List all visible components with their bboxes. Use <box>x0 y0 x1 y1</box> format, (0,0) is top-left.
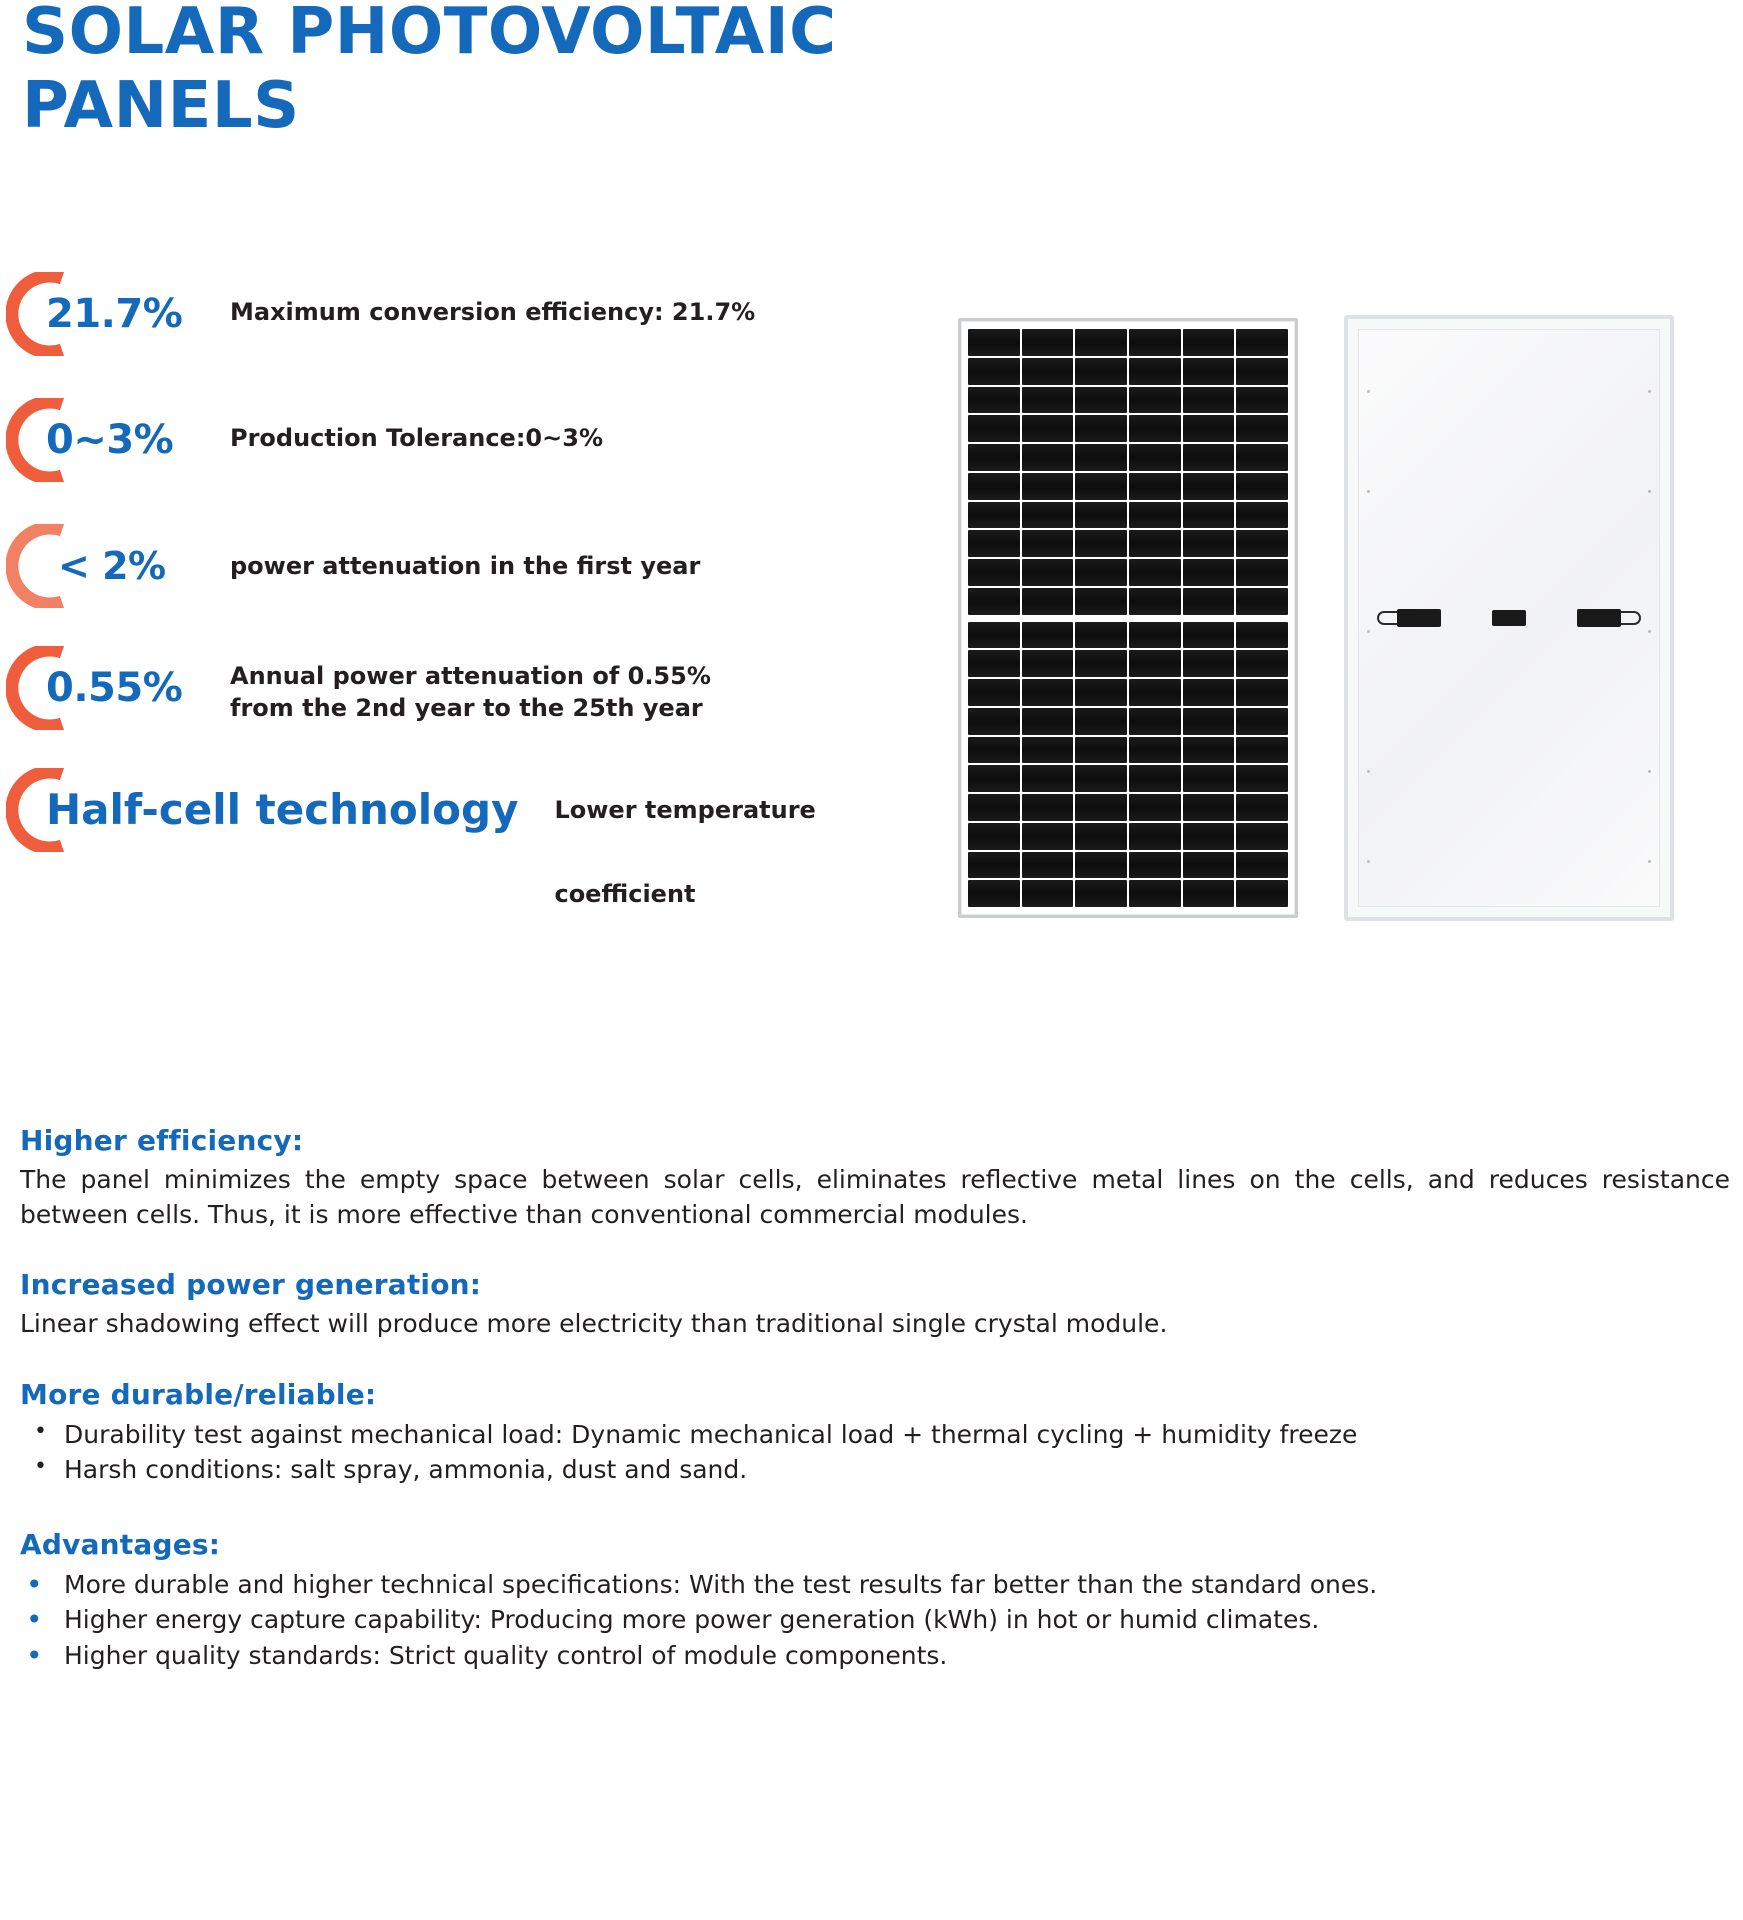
solar-cell <box>1022 502 1074 529</box>
solar-cell <box>1183 502 1235 529</box>
solar-cell <box>1075 765 1127 792</box>
solar-cell <box>1236 559 1288 586</box>
spec-description-line: power attenuation in the first year <box>230 552 701 580</box>
solar-cell <box>968 415 1020 442</box>
solar-panel-back-image <box>1344 315 1674 921</box>
arc-icon <box>6 768 90 852</box>
solar-cell <box>1236 588 1288 615</box>
arc-icon <box>6 398 90 482</box>
frame-screw <box>1648 490 1651 493</box>
section-list <box>20 1567 1730 1674</box>
solar-cell <box>1075 622 1127 649</box>
solar-cell <box>1236 622 1288 649</box>
solar-cell <box>1129 530 1181 557</box>
frame-screw <box>1367 390 1370 393</box>
solar-cell <box>1236 473 1288 500</box>
solar-cell <box>1022 415 1074 442</box>
halfcell-description: Lower temperature coefficient <box>554 796 816 908</box>
solar-cell <box>1183 823 1235 850</box>
solar-cell <box>1129 880 1181 907</box>
spec-row <box>0 524 950 628</box>
solar-cell <box>1236 880 1288 907</box>
solar-cell <box>968 329 1020 356</box>
solar-cell <box>1075 794 1127 821</box>
solar-cell <box>1075 444 1127 471</box>
solar-cell <box>1129 329 1181 356</box>
solar-cell <box>1075 415 1127 442</box>
solar-cell <box>968 679 1020 706</box>
solar-cell <box>968 823 1020 850</box>
solar-cell <box>1022 708 1074 735</box>
solar-cell <box>1236 387 1288 414</box>
frame-screw <box>1367 490 1370 493</box>
section-advantages <box>20 1528 1730 1674</box>
solar-cell <box>1022 823 1074 850</box>
spec-description <box>230 272 755 328</box>
solar-cell <box>1183 415 1235 442</box>
solar-cell <box>1075 679 1127 706</box>
solar-cell <box>1022 329 1074 356</box>
solar-cell <box>1075 737 1127 764</box>
frame-screw <box>1367 630 1370 633</box>
solar-cell <box>968 880 1020 907</box>
spec-row <box>0 398 950 502</box>
solar-cell <box>1022 622 1074 649</box>
solar-cell <box>1129 387 1181 414</box>
solar-cell <box>1236 358 1288 385</box>
solar-cell <box>1129 852 1181 879</box>
cell-grid-top <box>968 329 1288 615</box>
solar-cell <box>1183 650 1235 677</box>
solar-cell <box>1183 444 1235 471</box>
spec-list <box>0 272 950 908</box>
solar-cell <box>968 708 1020 735</box>
solar-cell <box>1129 708 1181 735</box>
solar-cell <box>1183 530 1235 557</box>
solar-cell <box>1022 794 1074 821</box>
solar-cell <box>1129 502 1181 529</box>
solar-cell <box>1129 588 1181 615</box>
spec-value: 0.55% <box>46 665 183 711</box>
frame-screw <box>1367 770 1370 773</box>
halfcell-label: Half-cell technology <box>46 785 519 834</box>
spec-description <box>230 524 700 582</box>
section-increased-power <box>20 1268 1730 1342</box>
arc-icon <box>6 524 90 608</box>
section-heading: Higher efficiency: <box>20 1124 304 1157</box>
solar-cell <box>1022 852 1074 879</box>
solar-cell <box>1129 823 1181 850</box>
solar-cell <box>1075 852 1127 879</box>
section-more-durable <box>20 1378 1730 1488</box>
solar-cell <box>1183 358 1235 385</box>
frame-screw <box>1648 630 1651 633</box>
list-item: • Higher energy capture capability: Producing more power generation (kWh) in hot or humid climates. <box>20 1602 1730 1638</box>
arc-icon <box>6 646 90 730</box>
solar-cell <box>1022 358 1074 385</box>
spec-description-line: Annual power attenuation of 0.55% <box>230 662 711 690</box>
solar-cell <box>1075 708 1127 735</box>
solar-cell <box>1022 473 1074 500</box>
section-body: The panel minimizes the empty space between solar cells, eliminates reflective metal lines on the cells, and reduces resistance between cells. Thus, it is more effective than conventional commercial modules. <box>20 1165 1730 1229</box>
solar-cell <box>1183 737 1235 764</box>
list-item: • More durable and higher technical specifications: With the test results far better than the standard ones. <box>20 1567 1730 1603</box>
solar-cell <box>1129 559 1181 586</box>
solar-cell <box>1236 765 1288 792</box>
solar-cell <box>1183 708 1235 735</box>
solar-cell <box>1075 358 1127 385</box>
spec-description <box>230 646 711 725</box>
solar-cell <box>1129 737 1181 764</box>
section-higher-efficiency <box>20 1124 1730 1232</box>
solar-cell <box>1075 880 1127 907</box>
section-heading: More durable/reliable: <box>20 1377 377 1411</box>
solar-cell <box>968 765 1020 792</box>
solar-cell <box>968 530 1020 557</box>
solar-cell <box>968 622 1020 649</box>
solar-cell <box>1075 559 1127 586</box>
solar-cell <box>1183 559 1235 586</box>
list-item: • Durability test against mechanical load: Dynamic mechanical load + thermal cycling + humidity freeze <box>20 1417 1730 1453</box>
solar-cell <box>968 358 1020 385</box>
solar-cell <box>1129 679 1181 706</box>
junction-box-right <box>1577 609 1621 627</box>
solar-cell <box>968 559 1020 586</box>
solar-cell <box>1022 765 1074 792</box>
solar-cell <box>1183 852 1235 879</box>
solar-cell <box>968 852 1020 879</box>
solar-cell <box>1022 387 1074 414</box>
section-body: Linear shadowing effect will produce more electricity than traditional single crystal module. <box>20 1309 1168 1338</box>
spec-description <box>230 398 603 454</box>
solar-cell <box>968 387 1020 414</box>
spec-description-line: from the 2nd year to the 25th year <box>230 694 703 723</box>
solar-cell <box>1236 679 1288 706</box>
section-heading: Advantages: <box>20 1527 221 1561</box>
solar-cell <box>1129 650 1181 677</box>
solar-cell <box>1183 622 1235 649</box>
solar-cell <box>1236 415 1288 442</box>
section-list <box>20 1417 1730 1488</box>
spec-row <box>0 272 950 376</box>
solar-cell <box>1183 387 1235 414</box>
solar-cell <box>968 737 1020 764</box>
solar-cell <box>1129 794 1181 821</box>
junction-box-center <box>1492 610 1526 626</box>
solar-cell <box>1129 765 1181 792</box>
section-heading: Increased power generation: <box>20 1268 482 1301</box>
solar-cell <box>1236 737 1288 764</box>
frame-screw <box>1648 390 1651 393</box>
frame-screw <box>1648 860 1651 863</box>
solar-cell <box>1236 794 1288 821</box>
solar-cell <box>1129 444 1181 471</box>
solar-cell <box>1129 473 1181 500</box>
solar-cell <box>1075 823 1127 850</box>
solar-cell <box>1236 444 1288 471</box>
spec-value: 0~3% <box>46 417 174 463</box>
solar-cell <box>968 473 1020 500</box>
solar-cell <box>1236 852 1288 879</box>
solar-cell <box>1022 737 1074 764</box>
solar-cell <box>1022 880 1074 907</box>
solar-cell <box>1022 588 1074 615</box>
arc-icon <box>6 272 90 356</box>
solar-cell <box>1236 650 1288 677</box>
spec-description-line: Maximum conversion efficiency: 21.7% <box>230 298 756 326</box>
cell-grid-bottom <box>968 622 1288 908</box>
solar-cell <box>1022 530 1074 557</box>
solar-cell <box>1183 880 1235 907</box>
solar-cell <box>968 794 1020 821</box>
solar-cell <box>1129 415 1181 442</box>
solar-panel-front-image <box>958 318 1298 918</box>
spec-row <box>0 646 950 750</box>
solar-cell <box>1022 679 1074 706</box>
list-item: • Harsh conditions: salt spray, ammonia, dust and sand. <box>20 1452 1730 1488</box>
frame-screw <box>1648 770 1651 773</box>
solar-cell <box>1075 473 1127 500</box>
solar-cell <box>1075 650 1127 677</box>
solar-cell <box>1183 473 1235 500</box>
content-sections <box>20 1124 1730 1701</box>
backsheet <box>1358 329 1660 907</box>
spec-value: < 2% <box>58 544 166 588</box>
solar-cell <box>1022 559 1074 586</box>
solar-cell <box>1236 823 1288 850</box>
solar-cell <box>1183 794 1235 821</box>
spec-description-line: Production Tolerance:0~3% <box>230 424 603 452</box>
solar-cell <box>1075 588 1127 615</box>
solar-cell <box>968 588 1020 615</box>
solar-cell <box>1129 358 1181 385</box>
solar-cell <box>968 650 1020 677</box>
solar-cell <box>1183 679 1235 706</box>
solar-cell <box>1236 502 1288 529</box>
solar-cell <box>1183 329 1235 356</box>
page-title: SOLAR PHOTOVOLTAIC PANELS <box>22 0 837 143</box>
solar-cell <box>1236 530 1288 557</box>
solar-cell <box>1075 387 1127 414</box>
solar-cell <box>1236 708 1288 735</box>
spec-value: 21.7% <box>46 291 183 337</box>
solar-cell <box>1075 502 1127 529</box>
solar-cell <box>968 502 1020 529</box>
solar-cell <box>1022 650 1074 677</box>
solar-cell <box>1022 444 1074 471</box>
solar-cell <box>1183 765 1235 792</box>
solar-cell <box>1236 329 1288 356</box>
solar-cell <box>1075 530 1127 557</box>
junction-box-left <box>1397 609 1441 627</box>
solar-cell <box>968 444 1020 471</box>
cell-grid <box>968 329 1288 907</box>
solar-cell <box>1183 588 1235 615</box>
solar-cell <box>1075 329 1127 356</box>
list-item: • Higher quality standards: Strict quality control of module components. <box>20 1638 1730 1674</box>
solar-cell <box>1129 622 1181 649</box>
spec-row-halfcell <box>0 768 950 936</box>
frame-screw <box>1367 860 1370 863</box>
